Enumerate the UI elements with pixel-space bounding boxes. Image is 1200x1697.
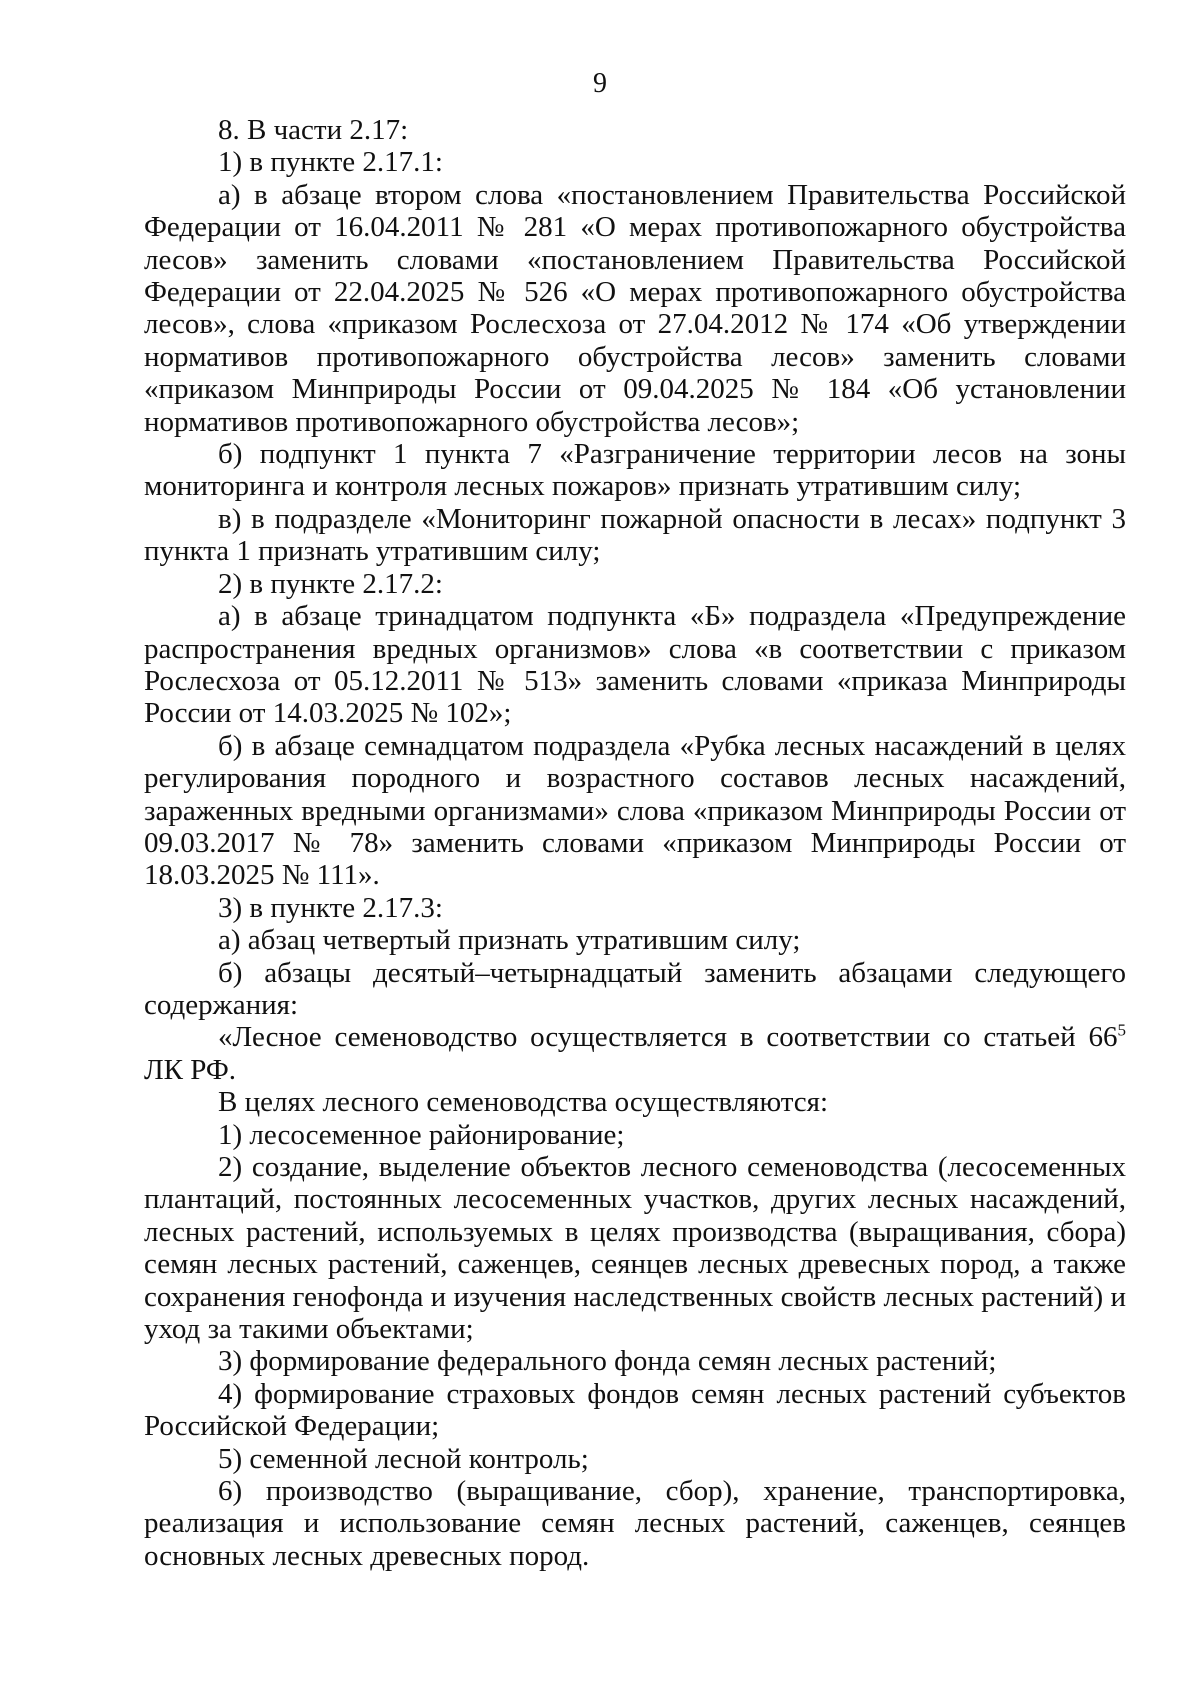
paragraph: б) абзацы десятый–четырнадцатый заменить абзацами следующего содержания: (144, 956, 1126, 1021)
paragraph: 1) лесосеменное районирование; (218, 1118, 625, 1151)
paragraph: 6) производство (выращивание, сбор), хранение, транспортировка, реализация и использование семян лесных растений, саженцев, сеянцев основных лесных древесных пород. (144, 1475, 1126, 1572)
quote-text-before: «Лесное семеноводство осуществляется в соответствии со статьей 66 (218, 1021, 1118, 1054)
document-body (144, 114, 1126, 1572)
quote-text-after: ЛК РФ. (144, 1053, 237, 1086)
paragraph: в) в подразделе «Мониторинг пожарной опасности в лесах» подпункт 3 пункта 1 признать утратившим силу; (144, 502, 1126, 568)
paragraph: 3) формирование федерального фонда семян лесных растений; (218, 1345, 997, 1378)
paragraph: а) абзац четвертый признать утратившим силу; (218, 924, 801, 957)
paragraph: а) в абзаце тринадцатом подпункта «Б» подраздела «Предупреждение распространения вредных организмов» слова «в соответствии с приказом Рослесхоза от 05.12.2011 № 513» заменить словами «приказа Минприроды России от 14.03.2025 № 102»; (144, 600, 1126, 730)
paragraph: 1) в пункте 2.17.1: (218, 146, 443, 179)
paragraph: 3) в пункте 2.17.3: (218, 891, 443, 924)
quote-paragraph (144, 1021, 1126, 1086)
paragraph: 8. В части 2.17: (218, 114, 409, 146)
paragraph: В целях лесного семеноводства осуществляются: (218, 1086, 829, 1119)
paragraph: а) в абзаце втором слова «постановлением Правительства Российской Федерации от 16.04.2011 № 281 «О мерах противопожарного обустройства лесов» заменить словами «постановлением Правительства Российской Федерации от 22.04.2025 № 526 «О мерах противопожарного обустройства лесов», слова «приказом Рослесхоза от 27.04.2012 № 174 «Об утверждении нормативов противопожарного обустройства лесов» заменить словами «приказом Минприроды России от 09.04.2025 № 184 «Об установлении нормативов противопожарного обустройства лесов»; (144, 178, 1126, 438)
article-superscript: 5 (1117, 1020, 1126, 1040)
page-number: 9 (593, 68, 607, 99)
paragraph: 2) в пункте 2.17.2: (218, 567, 443, 600)
paragraph: 4) формирование страховых фондов семян лесных растений субъектов Российской Федерации; (144, 1377, 1126, 1443)
paragraph: б) в абзаце семнадцатом подраздела «Рубка лесных насаждений в целях регулирования породного и возрастного составов лесных насаждений, зараженных вредными организмами» слова «приказом Минприроды России от 09.03.2017 № 78» заменить словами «приказом Минприроды России от 18.03.2025 № 111». (144, 729, 1126, 892)
paragraph: б) подпункт 1 пункта 7 «Разграничение территории лесов на зоны мониторинга и контроля лесных пожаров» признать утратившим силу; (144, 438, 1126, 503)
paragraph: 2) создание, выделение объектов лесного семеноводства (лесосеменных плантаций, постоянных лесосеменных участков, других лесных насаждений, лесных растений, используемых в целях производства (выращивания, сбора) семян лесных растений, саженцев, сеянцев лесных древесных пород, а также сохранения генофонда и изучения наследственных свойств лесных растений) и уход за такими объектами; (144, 1151, 1126, 1346)
paragraph: 5) семенной лесной контроль; (218, 1442, 589, 1475)
